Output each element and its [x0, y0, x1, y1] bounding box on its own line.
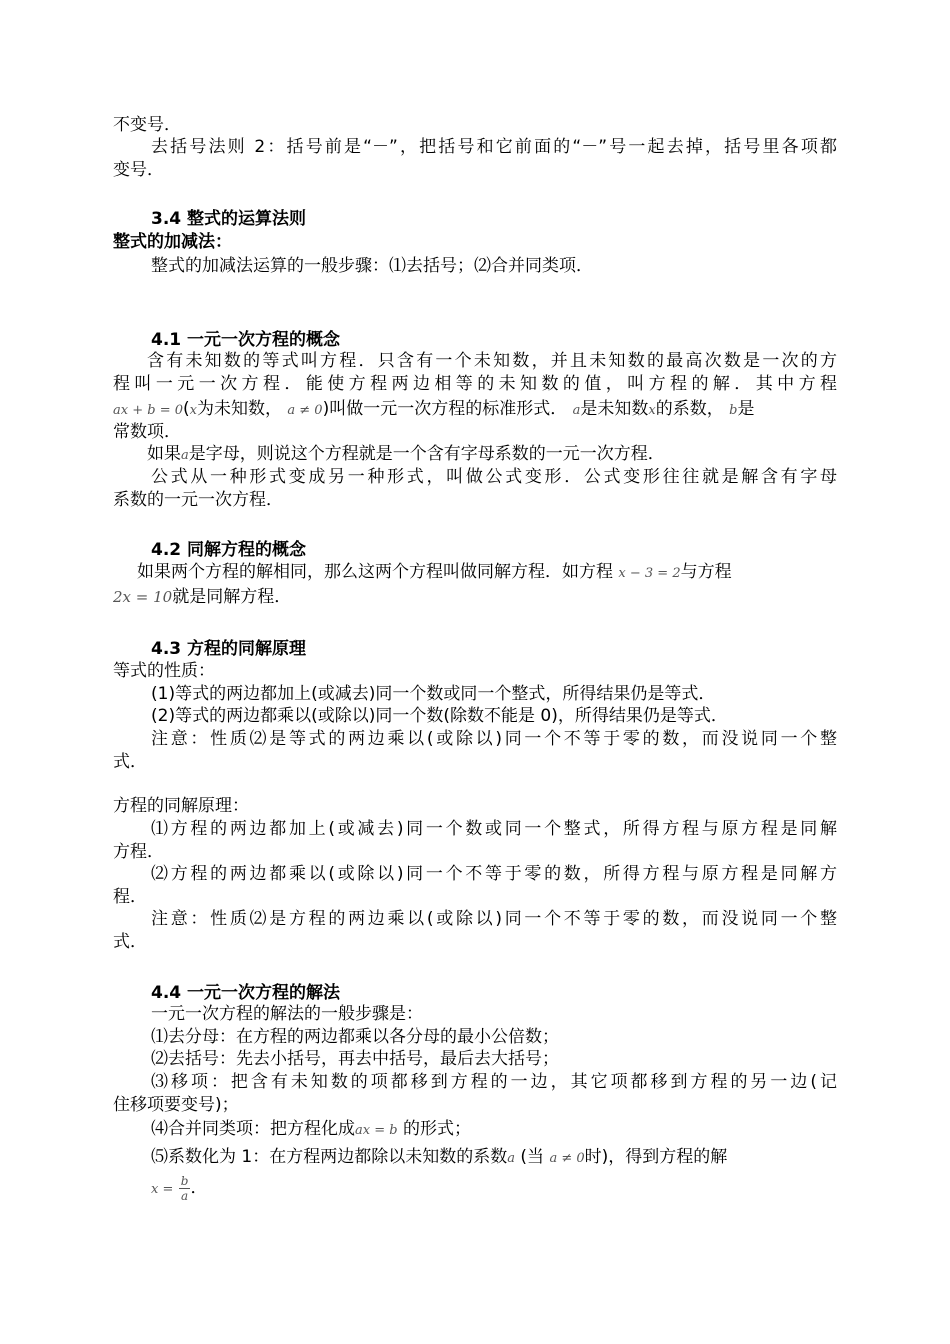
text-span: 就是同解方程． — [172, 587, 292, 607]
math-variable: x — [648, 403, 656, 418]
solution-formula — [151, 1168, 207, 1210]
text-line: ⑵方程的两边都乘以(或除以)同一个不等于零的数，所得方程与原方程是同解方 — [151, 864, 837, 884]
fraction-numerator: b — [180, 1173, 189, 1188]
math-variable: a — [181, 448, 189, 463]
fraction — [179, 1174, 191, 1203]
math-variable: a — [572, 403, 581, 418]
text-span: 时)，得到方程的解 — [584, 1147, 728, 1167]
text-line: 式． — [113, 932, 147, 952]
text-line: 不变号． — [113, 115, 181, 135]
text-line — [147, 443, 665, 467]
math-variable: a — [507, 1151, 515, 1166]
math-variable: b — [729, 403, 738, 418]
text-line: (2)等式的两边都乘以(或除以)同一个数(除数不能是 0)，所得结果仍是等式． — [151, 706, 728, 726]
fraction-denominator: a — [181, 1188, 189, 1203]
text-line: 去括号法则 2：括号前是“－”，把括号和它前面的“－”号一起去掉，括号里各项都 — [151, 137, 837, 157]
text-line: 方程的同解原理： — [113, 796, 249, 816]
text-line: 方程． — [113, 842, 164, 862]
text-span: )叫做一元一次方程的标准形式． — [322, 399, 568, 419]
text-span: 是 — [737, 399, 755, 419]
text-span: ( — [183, 399, 190, 419]
text-line: 常数项． — [113, 422, 181, 442]
text-span: ． — [190, 1178, 208, 1198]
text-line: 变号． — [113, 160, 164, 180]
text-line: 注意：性质⑵是等式的两边乘以(或除以)同一个不等于零的数，而没说同一个整 — [151, 729, 837, 749]
section-heading: 3.4 整式的运算法则 — [151, 209, 307, 229]
text-span: ⑷合并同类项：把方程化成 — [151, 1119, 355, 1139]
text-line: 一元一次方程的解法的一般步骤是： — [151, 1004, 423, 1024]
text-span: (当 — [520, 1147, 545, 1167]
text-line: 公式从一种形式变成另一种形式，叫做公式变形．公式变形往往就是解含有字母 — [151, 467, 837, 487]
math-equation: x − 3 = 2 — [618, 566, 681, 581]
text-line — [113, 586, 291, 608]
text-span: ⑸系数化为 1：在方程两边都除以未知数的系数 — [151, 1147, 508, 1167]
text-line: 住移项要变号)； — [113, 1095, 239, 1115]
text-line — [113, 398, 837, 422]
text-span: 如果 — [147, 444, 181, 464]
text-span: 为未知数， — [196, 399, 282, 419]
text-line — [151, 1118, 471, 1142]
text-line: 式． — [113, 752, 147, 772]
section-heading: 4.1 一元一次方程的概念 — [151, 330, 341, 350]
text-line: 程叫一元一次方程．能使方程两边相等的未知数的值，叫方程的解．其中方程 — [113, 374, 837, 394]
text-span: 是未知数 — [580, 399, 649, 419]
text-span: 的系数， — [655, 399, 724, 419]
math-expression: x = — [151, 1182, 174, 1197]
section-heading: 4.4 一元一次方程的解法 — [151, 983, 341, 1003]
text-line — [137, 561, 837, 585]
text-span: 的形式； — [402, 1119, 471, 1139]
text-span: 与方程 — [680, 562, 732, 582]
text-line: 系数的一元一次方程． — [113, 490, 283, 510]
section-heading: 4.3 方程的同解原理 — [151, 639, 307, 659]
text-line: ⑶移项：把含有未知数的项都移到方程的一边，其它项都移到方程的另一边(记 — [151, 1072, 837, 1092]
math-equation: 2x = 10 — [113, 588, 173, 606]
text-line: ⑴去分母：在方程的两边都乘以各分母的最小公倍数； — [151, 1027, 559, 1047]
text-line: ⑴方程的两边都加上(或减去)同一个数或同一个整式，所得方程与原方程是同解 — [151, 819, 837, 839]
subsection-heading: 整式的加减法： — [113, 232, 232, 252]
text-span: 如果两个方程的解相同，那么这两个方程叫做同解方程．如方程 — [137, 562, 613, 582]
math-condition: a ≠ 0 — [287, 403, 323, 418]
text-line: 注意：性质⑵是方程的两边乘以(或除以)同一个不等于零的数，而没说同一个整 — [151, 909, 837, 929]
math-equation: ax = b — [355, 1123, 398, 1138]
text-line — [151, 1146, 837, 1170]
math-condition: a ≠ 0 — [549, 1151, 585, 1166]
text-line: 整式的加减法运算的一般步骤：⑴去括号；⑵合并同类项． — [151, 256, 593, 276]
text-line: 含有未知数的等式叫方程．只含有一个未知数，并且未知数的最高次数是一次的方 — [147, 351, 837, 371]
math-variable: x — [189, 403, 197, 418]
math-equation: ax + b = 0 — [113, 403, 183, 418]
section-heading: 4.2 同解方程的概念 — [151, 540, 307, 560]
text-line: 程． — [113, 887, 147, 907]
text-line: 等式的性质： — [113, 661, 215, 681]
text-span: 是字母，则说这个方程就是一个含有字母系数的一元一次方程． — [188, 444, 665, 464]
text-line: ⑵去括号：先去小括号，再去中括号，最后去大括号； — [151, 1049, 559, 1069]
text-line: (1)等式的两边都加上(或减去)同一个数或同一个整式，所得结果仍是等式． — [151, 684, 716, 704]
